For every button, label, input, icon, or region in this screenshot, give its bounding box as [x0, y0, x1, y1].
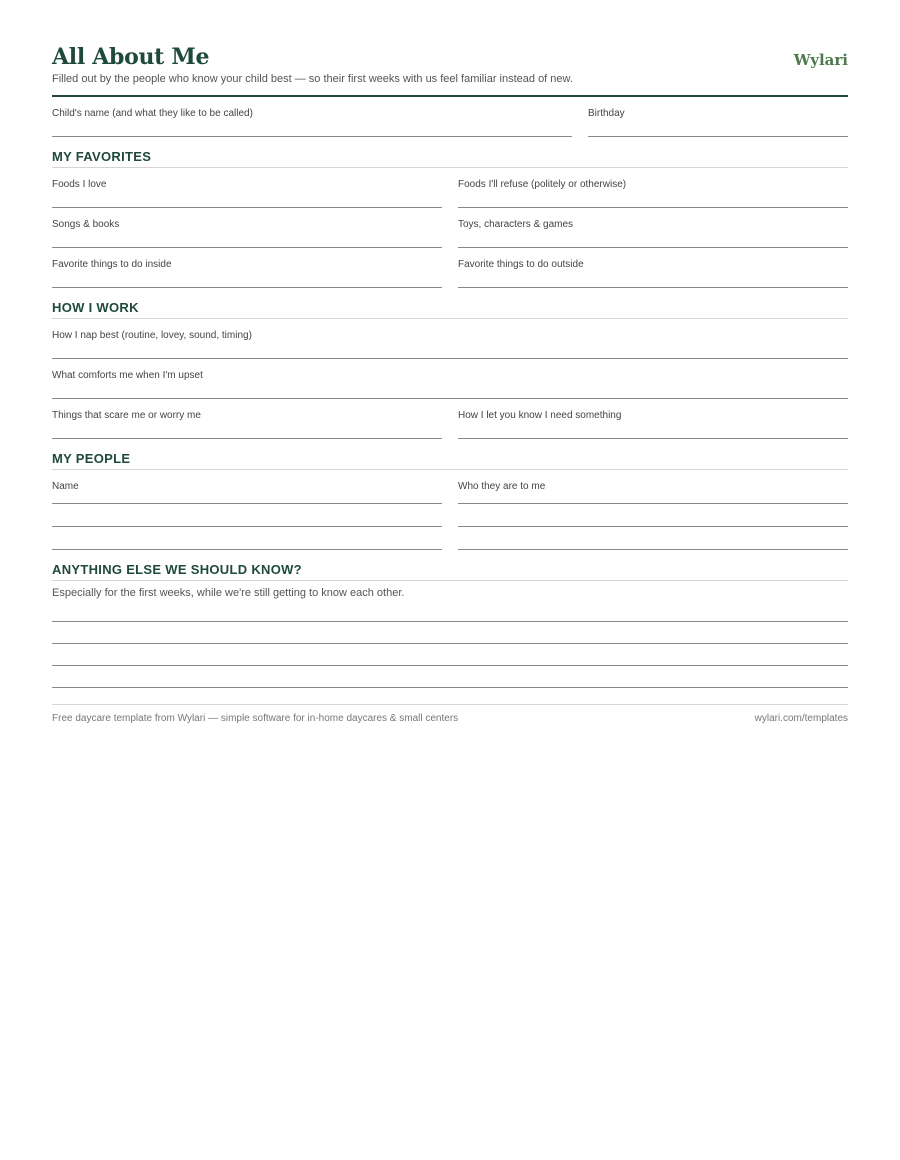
section-title-my-people: MY PEOPLE — [52, 450, 848, 470]
favorites-row-3 — [52, 258, 848, 288]
how-row-2 — [52, 369, 848, 399]
comforts-label: What comforts me when I'm upset — [52, 370, 203, 381]
intro-row — [52, 107, 848, 137]
need-field[interactable] — [458, 409, 848, 439]
people-relation-label: Who they are to me — [458, 481, 546, 492]
section-title-favorites: MY FAVORITES — [52, 148, 848, 168]
people-relation-column — [458, 480, 848, 493]
page-title: All About Me — [52, 44, 210, 70]
outside-label: Favorite things to do outside — [458, 259, 584, 270]
inside-label: Favorite things to do inside — [52, 259, 172, 270]
toys-field[interactable] — [458, 218, 848, 248]
scare-label: Things that scare me or worry me — [52, 410, 201, 421]
page-subtitle: Filled out by the people who know your child best — so their first weeks with us feel familiar instead of new. — [52, 73, 573, 85]
foods-refuse-field[interactable] — [458, 178, 848, 208]
inside-field[interactable] — [52, 258, 442, 288]
writing-line[interactable] — [52, 666, 848, 688]
writing-line[interactable] — [52, 644, 848, 666]
how-row-1 — [52, 329, 848, 359]
footer-link[interactable]: wylari.com/templates — [754, 713, 848, 724]
footer — [52, 704, 848, 729]
person-relation-line[interactable] — [458, 527, 848, 550]
person-relation-line[interactable] — [458, 504, 848, 527]
foods-refuse-label: Foods I'll refuse (politely or otherwise) — [458, 179, 627, 190]
favorites-row-2 — [52, 218, 848, 248]
people-name-label: Name — [52, 481, 79, 492]
people-name-column — [52, 480, 442, 493]
anything-else-note: Especially for the first weeks, while we're still getting to know each other. — [52, 587, 405, 599]
section-title-anything-else: ANYTHING ELSE WE SHOULD KNOW? — [52, 561, 848, 581]
people-header — [52, 480, 848, 493]
header — [52, 43, 848, 97]
songs-books-field[interactable] — [52, 218, 442, 248]
foods-love-label: Foods I love — [52, 179, 107, 190]
nap-label: How I nap best (routine, lovey, sound, timing) — [52, 330, 252, 341]
birthday-field[interactable] — [588, 107, 848, 137]
how-row-3 — [52, 409, 848, 439]
person-name-line[interactable] — [52, 493, 442, 504]
section-title-how-i-work: HOW I WORK — [52, 299, 848, 319]
songs-books-label: Songs & books — [52, 219, 120, 230]
child-name-label: Child's name (and what they like to be called) — [52, 108, 253, 119]
toys-label: Toys, characters & games — [458, 219, 574, 230]
foods-love-field[interactable] — [52, 178, 442, 208]
child-name-field[interactable] — [52, 107, 572, 137]
people-lines — [52, 493, 848, 550]
nap-field[interactable] — [52, 329, 848, 359]
people-relation-lines — [458, 493, 848, 550]
person-relation-line[interactable] — [458, 493, 848, 504]
person-name-line[interactable] — [52, 504, 442, 527]
brand-logo: Wylari — [793, 51, 848, 69]
form-page — [52, 0, 848, 729]
comforts-field[interactable] — [52, 369, 848, 399]
footer-credit: Free daycare template from Wylari — simple software for in-home daycares & small centers — [52, 713, 459, 724]
writing-line[interactable] — [52, 600, 848, 622]
birthday-label: Birthday — [588, 108, 625, 119]
anything-else-lines — [52, 600, 848, 688]
need-label: How I let you know I need something — [458, 410, 622, 421]
favorites-row-1 — [52, 178, 848, 208]
writing-line[interactable] — [52, 622, 848, 644]
scare-field[interactable] — [52, 409, 442, 439]
people-name-lines — [52, 493, 442, 550]
person-name-line[interactable] — [52, 527, 442, 550]
outside-field[interactable] — [458, 258, 848, 288]
